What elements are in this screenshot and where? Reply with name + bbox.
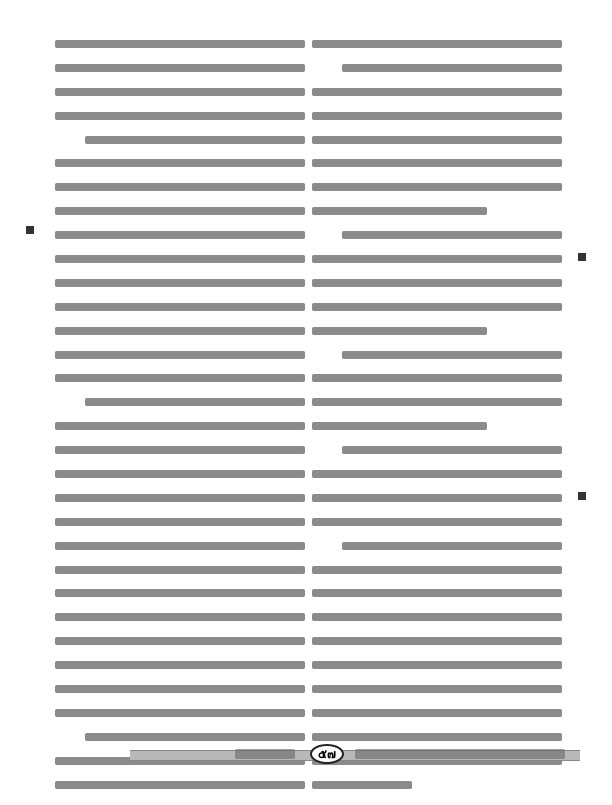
text-line: [342, 351, 562, 359]
text-line: [55, 231, 305, 239]
text-line: [312, 781, 412, 789]
text-line: [312, 183, 562, 191]
text-line: [312, 374, 562, 382]
text-line: [55, 40, 305, 48]
text-line: [312, 327, 487, 335]
text-line: [312, 518, 562, 526]
page-footer: [130, 744, 580, 764]
text-line: [342, 231, 562, 239]
right-column: [312, 40, 562, 805]
text-line: [55, 327, 305, 335]
text-line: [85, 733, 305, 741]
footer-right-text: [355, 749, 565, 759]
page-number: ๕๗: [310, 744, 344, 764]
text-line: [312, 709, 562, 717]
text-line: [55, 494, 305, 502]
text-line: [55, 446, 305, 454]
text-line: [55, 351, 305, 359]
text-line: [55, 422, 305, 430]
text-line: [55, 159, 305, 167]
text-line: [55, 112, 305, 120]
text-line: [85, 136, 305, 144]
text-line: [55, 207, 305, 215]
text-line: [55, 64, 305, 72]
text-line: [85, 398, 305, 406]
text-line: [55, 470, 305, 478]
text-line: [312, 303, 562, 311]
text-line: [312, 255, 562, 263]
text-line: [312, 136, 562, 144]
text-line: [312, 398, 562, 406]
text-line: [55, 542, 305, 550]
text-line: [312, 159, 562, 167]
text-line: [55, 88, 305, 96]
margin-mark: [578, 492, 586, 500]
text-line: [55, 685, 305, 693]
text-line: [55, 613, 305, 621]
text-line: [312, 279, 562, 287]
footer-left-text: [235, 749, 295, 759]
text-line: [312, 637, 562, 645]
text-line: [55, 183, 305, 191]
text-line: [55, 303, 305, 311]
text-line: [55, 518, 305, 526]
text-line: [312, 470, 562, 478]
text-line: [312, 40, 562, 48]
text-line: [342, 64, 562, 72]
text-line: [342, 446, 562, 454]
text-line: [312, 589, 562, 597]
text-line: [55, 661, 305, 669]
text-line: [55, 709, 305, 717]
text-line: [312, 207, 487, 215]
text-line: [342, 542, 562, 550]
text-line: [312, 566, 562, 574]
text-line: [312, 88, 562, 96]
text-line: [55, 255, 305, 263]
text-line: [312, 661, 562, 669]
text-line: [312, 733, 562, 741]
text-line: [55, 637, 305, 645]
text-line: [312, 422, 487, 430]
text-line: [55, 589, 305, 597]
text-line: [312, 494, 562, 502]
text-line: [55, 279, 305, 287]
left-column: [55, 40, 305, 805]
margin-mark: [26, 226, 34, 234]
text-line: [312, 112, 562, 120]
text-line: [55, 374, 305, 382]
text-line: [312, 685, 562, 693]
text-line: [55, 566, 305, 574]
text-line: [55, 781, 305, 789]
text-line: [312, 613, 562, 621]
margin-mark: [578, 253, 586, 261]
